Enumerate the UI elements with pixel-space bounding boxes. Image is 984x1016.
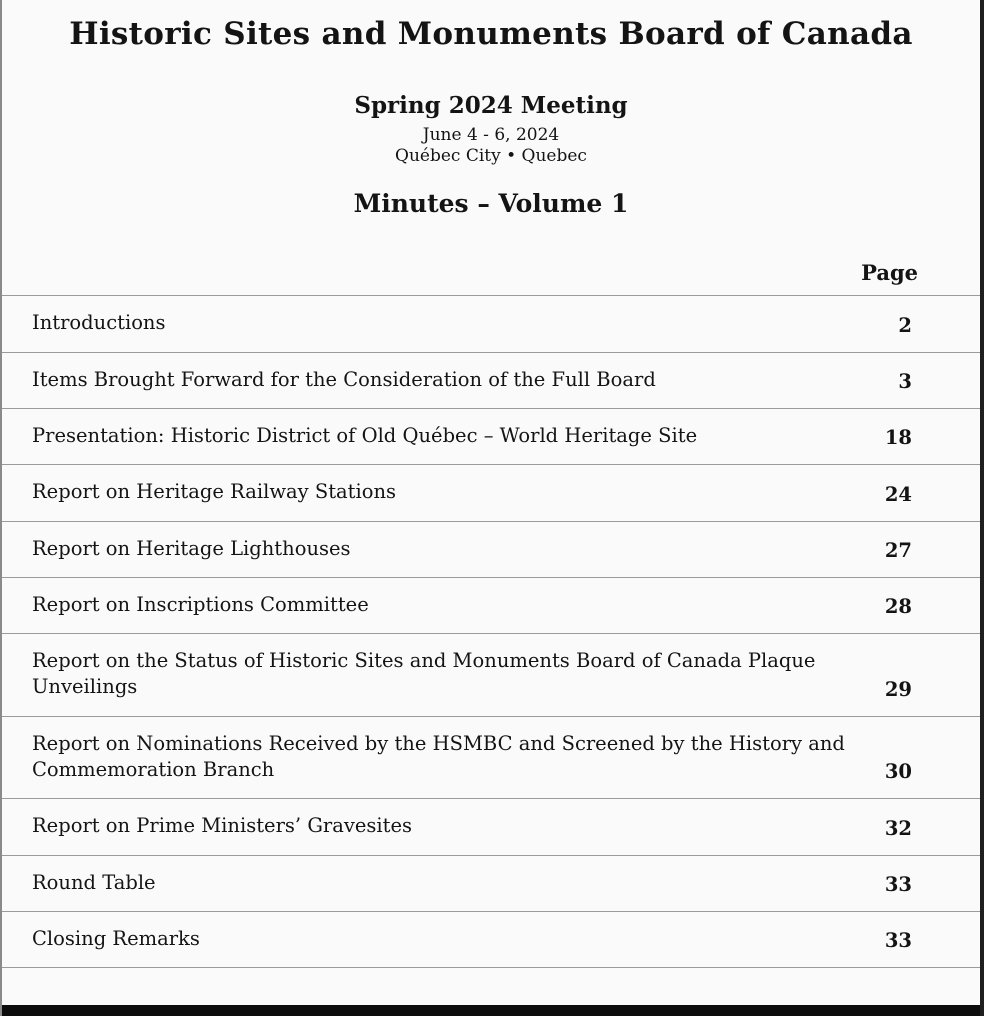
table-of-contents — [2, 260, 980, 968]
toc-entry-label: Report on Heritage Railway Stations — [32, 480, 397, 504]
meeting-location: Québec City • Quebec — [395, 146, 587, 166]
toc-entry-page: 32 — [884, 816, 912, 840]
toc-row — [2, 353, 980, 409]
toc-entry-page: 33 — [884, 929, 912, 953]
toc-list — [2, 296, 980, 968]
toc-entry-page: 3 — [898, 369, 912, 393]
volume-title: Minutes – Volume 1 — [353, 189, 629, 219]
toc-entry-page: 33 — [884, 873, 912, 896]
meeting-title: Spring 2024 Meeting — [354, 92, 628, 119]
toc-entry-label: Report on the Status of Historic Sites and Monuments Board of Canada Plaque Unveilings — [32, 649, 816, 699]
toc-entry-label: Items Brought Forward for the Consideration of the Full Board — [32, 367, 656, 391]
meeting-header — [2, 92, 980, 167]
toc-entry-page: 29 — [884, 677, 912, 701]
toc-entry-page: 28 — [884, 595, 912, 619]
page-column-header: Page — [2, 260, 980, 296]
toc-row — [2, 717, 980, 800]
toc-entry-page: 2 — [898, 313, 912, 337]
toc-row — [2, 522, 980, 578]
toc-row — [2, 296, 980, 352]
toc-entry-label: Report on Heritage Lighthouses — [32, 536, 351, 560]
toc-row — [2, 578, 980, 634]
toc-entry-label: Report on Nominations Received by the HSMBC and Screened by the History and Commemoration Branch — [32, 731, 845, 782]
toc-row — [2, 634, 980, 717]
toc-entry-label: Introductions — [32, 311, 166, 335]
toc-entry-label: Round Table — [32, 870, 156, 894]
toc-entry-label: Report on Prime Ministers’ Gravesites — [32, 814, 413, 838]
toc-entry-page: 18 — [884, 426, 912, 450]
toc-row — [2, 409, 980, 465]
toc-entry-label: Closing Remarks — [32, 927, 200, 950]
toc-row — [2, 912, 980, 968]
toc-row — [2, 856, 980, 912]
toc-entry-page: 24 — [884, 482, 912, 506]
document-title: Historic Sites and Monuments Board of Canada — [69, 16, 913, 52]
toc-row — [2, 465, 980, 521]
toc-entry-page: 27 — [884, 538, 912, 562]
toc-entry-label: Report on Inscriptions Committee — [32, 592, 369, 616]
meeting-dates: June 4 - 6, 2024 — [422, 124, 560, 145]
toc-entry-label: Presentation: Historic District of Old Québec – World Heritage Site — [32, 423, 698, 447]
toc-row — [2, 799, 980, 855]
toc-entry-page: 30 — [884, 760, 912, 784]
